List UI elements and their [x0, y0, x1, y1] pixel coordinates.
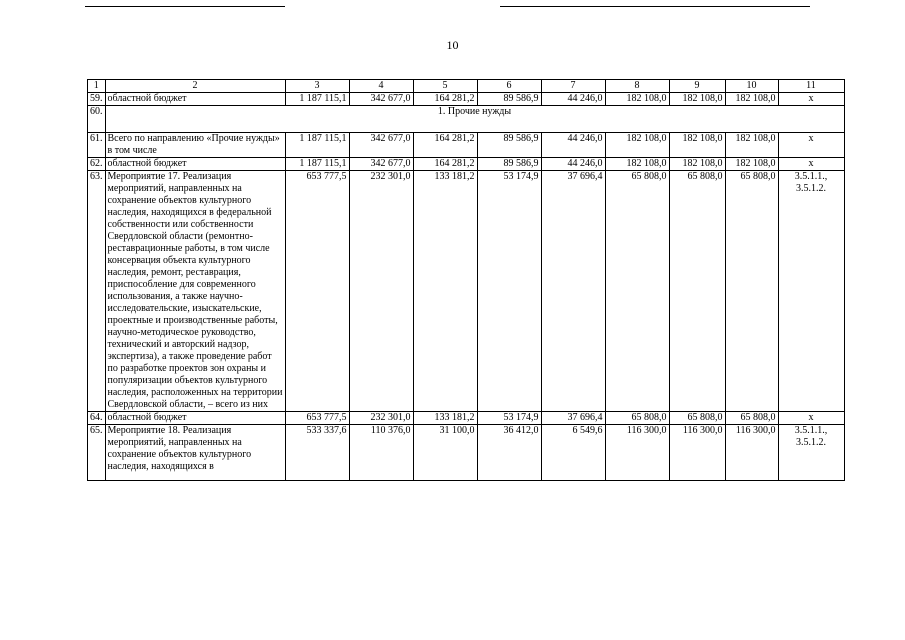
row-label: Мероприятие 17. Реализация мероприятий, направленных на сохранение объектов культурного наследия, находящихся в федеральной собственности или собственности Свердловской области (ремонтно-реставрационные работы, в том числе консервация объекта культурного наследия, ремонт, реставрация, приспособление для современного использования, а также научно-исследовательские, изыскательские, проектные и производственные работы, научно-методическое руководство, технический и авторский надзор, экспертиза), а также проведение работ по разработке проектов зон охраны и популяризации объектов культурного наследия, расположенных на территории Свердловской области, – всего из них: [105, 171, 285, 412]
table-row: [88, 93, 845, 106]
value-cell: 65 808,0: [605, 171, 669, 412]
value-cell: 53 174,9: [477, 171, 541, 412]
value-cell: 164 281,2: [413, 133, 477, 158]
reference-cell: 3.5.1.1., 3.5.1.2.: [778, 425, 844, 481]
value-cell: 44 246,0: [541, 158, 605, 171]
header-cell: 2: [105, 80, 285, 93]
value-cell: 116 300,0: [669, 425, 725, 481]
page-number: 10: [446, 38, 459, 52]
value-cell: 182 108,0: [725, 158, 778, 171]
table-row: [88, 425, 845, 481]
value-cell: 182 108,0: [605, 133, 669, 158]
value-cell: 653 777,5: [285, 171, 349, 412]
value-cell: 44 246,0: [541, 133, 605, 158]
table-section-row: [88, 106, 845, 133]
value-cell: 44 246,0: [541, 93, 605, 106]
value-cell: 133 181,2: [413, 171, 477, 412]
value-cell: 342 677,0: [349, 158, 413, 171]
value-cell: 89 586,9: [477, 133, 541, 158]
value-cell: 164 281,2: [413, 158, 477, 171]
header-cell: 11: [778, 80, 844, 93]
header-cell: 10: [725, 80, 778, 93]
value-cell: 37 696,4: [541, 171, 605, 412]
reference-cell: 3.5.1.1., 3.5.1.2.: [778, 171, 844, 412]
value-cell: 182 108,0: [725, 93, 778, 106]
row-number: 63.: [88, 171, 106, 412]
table-row: [88, 171, 845, 412]
value-cell: 65 808,0: [669, 171, 725, 412]
value-cell: 37 696,4: [541, 412, 605, 425]
header-cell: 5: [413, 80, 477, 93]
row-number: 65.: [88, 425, 106, 481]
header-cell: 3: [285, 80, 349, 93]
table-row: [88, 133, 845, 158]
value-cell: 182 108,0: [669, 93, 725, 106]
value-cell: 1 187 115,1: [285, 93, 349, 106]
top-border-line-right: [500, 6, 810, 7]
value-cell: 1 187 115,1: [285, 133, 349, 158]
value-cell: 65 808,0: [669, 412, 725, 425]
value-cell: 65 808,0: [605, 412, 669, 425]
table-row: [88, 158, 845, 171]
row-number: 64.: [88, 412, 106, 425]
value-cell: 653 777,5: [285, 412, 349, 425]
value-cell: 36 412,0: [477, 425, 541, 481]
value-cell: 1 187 115,1: [285, 158, 349, 171]
reference-cell: х: [778, 93, 844, 106]
row-number: 62.: [88, 158, 106, 171]
value-cell: 53 174,9: [477, 412, 541, 425]
value-cell: 110 376,0: [349, 425, 413, 481]
value-cell: 116 300,0: [605, 425, 669, 481]
value-cell: 232 301,0: [349, 171, 413, 412]
row-number: 61.: [88, 133, 106, 158]
value-cell: 116 300,0: [725, 425, 778, 481]
value-cell: 6 549,6: [541, 425, 605, 481]
row-label: Мероприятие 18. Реализация мероприятий, направленных на сохранение объектов культурного наследия, находящихся в: [105, 425, 285, 481]
value-cell: 342 677,0: [349, 93, 413, 106]
reference-cell: х: [778, 133, 844, 158]
value-cell: 65 808,0: [725, 171, 778, 412]
value-cell: 232 301,0: [349, 412, 413, 425]
value-cell: 342 677,0: [349, 133, 413, 158]
budget-table: [87, 79, 845, 481]
row-number: 60.: [88, 106, 106, 133]
value-cell: 182 108,0: [669, 133, 725, 158]
header-cell: 8: [605, 80, 669, 93]
value-cell: 133 181,2: [413, 412, 477, 425]
value-cell: 533 337,6: [285, 425, 349, 481]
value-cell: 182 108,0: [605, 93, 669, 106]
header-cell: 4: [349, 80, 413, 93]
value-cell: 164 281,2: [413, 93, 477, 106]
table-row: [88, 412, 845, 425]
value-cell: 31 100,0: [413, 425, 477, 481]
value-cell: 182 108,0: [669, 158, 725, 171]
section-title: 1. Прочие нужды: [105, 106, 844, 133]
value-cell: 182 108,0: [605, 158, 669, 171]
value-cell: 89 586,9: [477, 93, 541, 106]
header-cell: 9: [669, 80, 725, 93]
value-cell: 65 808,0: [725, 412, 778, 425]
row-number: 59.: [88, 93, 106, 106]
header-cell: 6: [477, 80, 541, 93]
value-cell: 89 586,9: [477, 158, 541, 171]
header-cell: 1: [88, 80, 106, 93]
reference-cell: х: [778, 412, 844, 425]
row-label: областной бюджет: [105, 412, 285, 425]
reference-cell: х: [778, 158, 844, 171]
value-cell: 182 108,0: [725, 133, 778, 158]
table-header-row: [88, 80, 845, 93]
row-label: областной бюджет: [105, 93, 285, 106]
row-label: Всего по направлению «Прочие нужды» в том числе: [105, 133, 285, 158]
top-border-line-left: [85, 6, 285, 7]
header-cell: 7: [541, 80, 605, 93]
row-label: областной бюджет: [105, 158, 285, 171]
